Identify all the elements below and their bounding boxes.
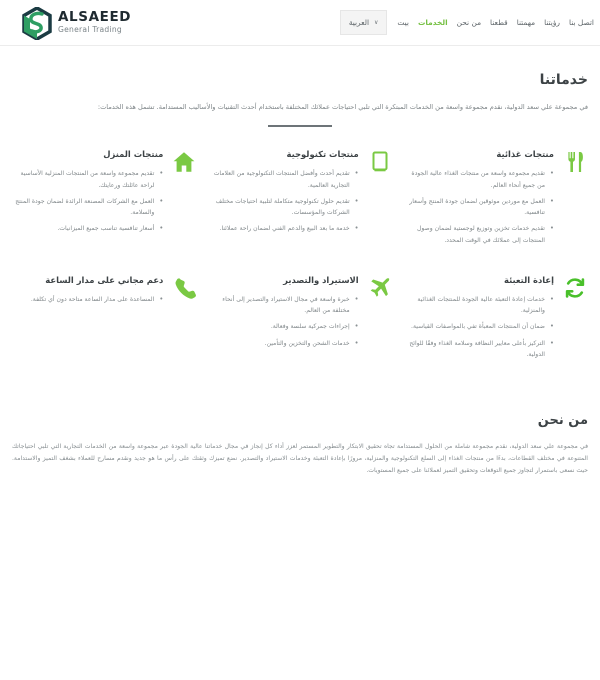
service-title: إعادة التعبئة	[504, 274, 554, 285]
service-title: منتجات غذائية	[496, 149, 554, 160]
phone-icon	[171, 276, 197, 302]
language-selected-label: العربية	[348, 18, 370, 27]
service-feature-list	[403, 294, 554, 360]
list-item: • تقديم مجموعة واسعة من المنتجات المنزلية الأساسية لراحة عائلتك ورعايتك.	[12, 168, 163, 191]
about-section	[0, 389, 600, 477]
nav-item-mission[interactable]: مهمتنا	[516, 17, 536, 27]
service-card-refilling	[403, 275, 588, 365]
service-title: منتجات تكنولوجية	[286, 149, 359, 160]
list-item: • العمل مع الشركات المصنعة الرائدة لضمان جودة المنتج والسلامة.	[12, 196, 163, 219]
list-item: • خبرة واسعة في مجال الاستيراد والتصدير إلى أنحاء مختلفة من العالم.	[207, 294, 358, 317]
brand-name: ALSAEED	[58, 8, 132, 25]
services-row-two	[12, 275, 588, 365]
service-feature-list	[403, 168, 554, 246]
brand-logo[interactable]	[8, 7, 131, 39]
page-title: خدماتنا	[539, 72, 588, 88]
language-selector[interactable]	[340, 10, 388, 35]
service-title: منتجات المنزل	[103, 149, 164, 160]
home-icon	[171, 150, 197, 176]
service-feature-list	[207, 168, 358, 234]
tablet-icon	[367, 150, 393, 176]
chevron-down-icon: ∨	[374, 18, 379, 26]
main-navigation	[387, 19, 594, 26]
services-row-one	[12, 149, 588, 251]
list-item: • تقديم حلول تكنولوجية متكاملة لتلبية احتياجات مختلف الشركات والمؤسسات.	[207, 196, 358, 219]
service-card-free-support	[12, 275, 197, 365]
list-item: • التركيز بأعلى معايير النظافة وسلامة الغذاء وفقًا للوائح الدولية.	[403, 338, 554, 361]
service-title: دعم مجاني على مدار الساعة	[45, 274, 164, 285]
list-item: • خدمات الشحن والتخزين والتأمين.	[207, 338, 358, 349]
list-item: • إجراءات جمركية سلسة وفعالة.	[207, 321, 358, 332]
list-item: • خدمات إعادة التعبئة عالية الجودة للمنتجات الغذائية والمنزلية.	[403, 294, 554, 317]
list-item: • خدمة ما بعد البيع والدعم الفني لضمان راحة عملائنا.	[207, 223, 358, 234]
list-item: • تقديم مجموعة واسعة من منتجات الغذاء عالية الجودة من جميع أنحاء العالم.	[403, 168, 554, 191]
nav-item-vision[interactable]: رؤيتنا	[544, 17, 560, 27]
list-item: • ضمان أن المنتجات المعبأة تفي بالمواصفات القياسية.	[403, 321, 554, 332]
about-title: من نحن	[537, 413, 588, 429]
header-right-group	[340, 10, 594, 35]
hexagon-s-logo-icon	[22, 7, 52, 39]
list-item: • تقديم أحدث وأفضل المنتجات التكنولوجية من العلامات التجارية العالمية.	[207, 168, 358, 191]
about-paragraph: في مجموعة علي سعد الدولية، نقدم مجموعة شاملة من الحلول المستدامة تجاه تحقيق الابتكار والتطوير المستمر لعزز أداء كل إنجاز في مجال خدماتنا عالية الجودة عبر مجموعة واسعة من الخدمات التجارية التي تلبي احتياجاتك المتنوعة في مختلف القطاعات، بدءًا من منتجات الغذاء إلى السلع التكنولوجية والمنزلية، مرورًا بإعادة التعبئة وخدمات الاستيراد والتصدير. نضع تميزك وثقتك على رأس ما هو جديد ونقدم مسارح للعملاء بشغف التميز والاستدامة. حيث نسعى باستمرار لتجاوز جميع التوقعات وتحقيق التميز لعملائنا على جميع المستويات.	[12, 443, 588, 475]
services-intro-text: في مجموعة علي سعد الدولية، نقدم مجموعة واسعة من الخدمات المبتكرة التي تلبي احتياجات عملائك المختلفة باستخدام أحدث التقنيات والأساليب المستدامة. تشمل هذه الخدمات:	[97, 103, 588, 111]
list-item: • العمل مع موردين موثوقين لضمان جودة المنتج وأسعار تنافسية.	[403, 196, 554, 219]
list-item: • أسعار تنافسية تناسب جميع الميزانيات.	[12, 223, 163, 234]
nav-item-sectors[interactable]: قطعنا	[490, 17, 508, 27]
services-section	[0, 46, 600, 365]
brand-tagline: General Trading	[58, 25, 122, 35]
nav-item-about[interactable]: من نحن	[456, 17, 482, 27]
service-title: الاستيراد والتصدير	[283, 274, 359, 285]
list-item: • المساعدة على مدار الساعة متاحة دون أي تكلفة.	[12, 294, 163, 305]
site-header	[0, 0, 600, 46]
nav-item-services[interactable]: الخدمات	[417, 17, 448, 27]
section-divider	[268, 125, 332, 127]
service-card-home-products	[12, 149, 197, 251]
cutlery-icon	[562, 150, 588, 176]
airplane-icon	[367, 276, 393, 302]
service-card-technology-products	[207, 149, 392, 251]
nav-item-contact[interactable]: اتصل بنا	[568, 17, 594, 27]
list-item: • تقديم خدمات تخزين وتوزيع لوجستية لضمان وصول المنتجات إلى عملائك في الوقت المحدد.	[403, 223, 554, 246]
nav-item-home[interactable]: بيت	[397, 17, 409, 27]
service-feature-list	[12, 168, 163, 234]
recycle-icon	[562, 276, 588, 302]
service-card-food-products	[403, 149, 588, 251]
service-feature-list	[12, 294, 163, 305]
service-feature-list	[207, 294, 358, 349]
service-card-import-export	[207, 275, 392, 365]
